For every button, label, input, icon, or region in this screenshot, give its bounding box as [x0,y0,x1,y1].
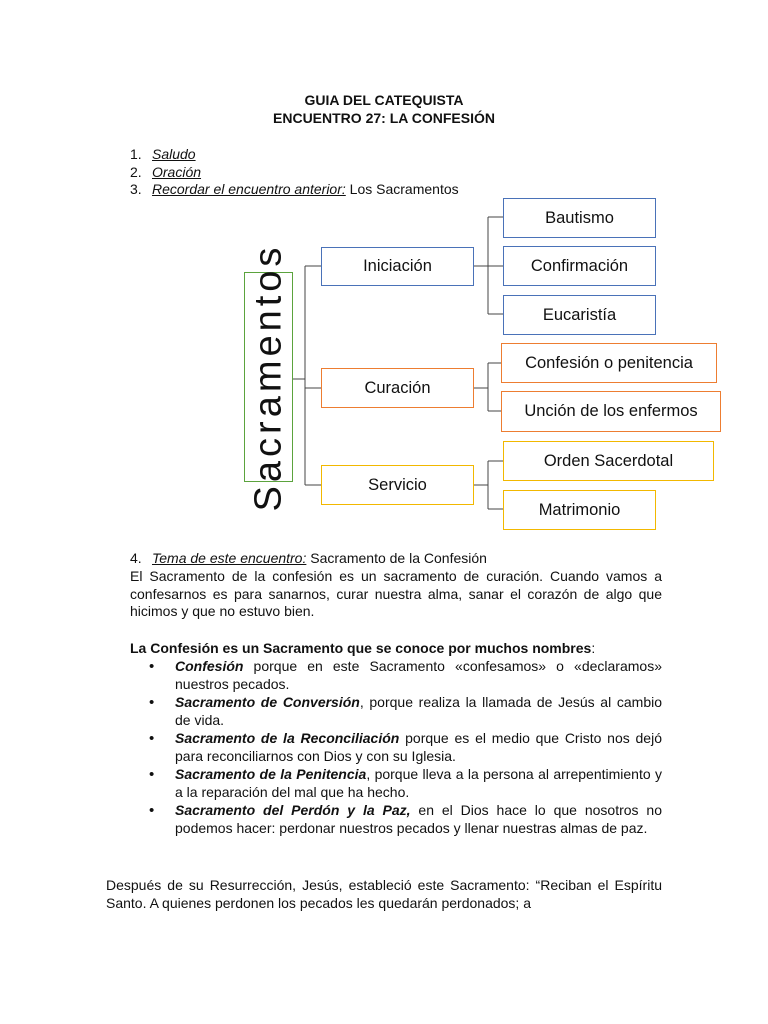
agenda-item [130,164,459,182]
category-iniciacion: Iniciación [321,247,474,286]
name-description: porque en este Sacramento «confesamos» o «declaramos» nuestros pecados. [175,658,662,692]
agenda-label: Oración [152,163,202,180]
agenda-number: 2. [130,163,142,180]
section-4 [130,550,662,568]
name-term: Confesión [175,658,244,674]
document-title: GUIA DEL CATEQUISTA [304,92,464,108]
agenda-label: Recordar el encuentro anterior: [152,181,346,197]
list-item [175,802,662,837]
list-item [175,658,662,693]
section-4-number: 4. [130,550,142,566]
list-item [175,730,662,765]
agenda-label: Saludo [152,146,196,162]
agenda-item [130,146,459,164]
list-item [175,694,662,729]
name-description: , porque realiza la llamada de Jesús al cambio de vida. [175,694,663,728]
sacrament-confirmacion: Confirmación [503,246,656,286]
name-term: Sacramento de Conversión [175,694,360,710]
sacrament-matrimonio: Matrimonio [503,490,656,530]
agenda-number: 3. [130,181,142,197]
name-term: Sacramento del Perdón y la Paz, [175,802,411,818]
name-description: en el Dios hace lo que nosotros no podemos hacer: perdonar nuestros pecados y llenar nuestras almas de paz. [175,802,662,836]
name-term: Sacramento de la Penitencia [175,766,367,782]
sacrament-orden-sacerdotal: Orden Sacerdotal [503,441,714,481]
sacramentos-root-box [244,243,293,511]
list-item [175,766,662,801]
closing-paragraph: Después de su Resurrección, Jesús, estableció este Sacramento: “Reciban el Espíritu Santo. A quienes perdonen los pecados les quedarán perdonados; a [106,877,662,911]
names-list [175,658,662,838]
section-4-heading [130,550,662,568]
name-description: , porque lleva a la persona al arrepentimiento y a la reparación del mal que ha hecho. [175,766,663,800]
name-term: Sacramento de la Reconciliación [175,730,400,746]
category-servicio: Servicio [321,465,474,505]
agenda-number: 1. [130,146,142,162]
sacrament-confesion: Confesión o penitencia [501,343,717,383]
names-heading-text: La Confesión es un Sacramento que se conoce por muchos nombres [130,640,592,656]
sacrament-uncion: Unción de los enfermos [501,391,721,432]
document-subtitle: ENCUENTRO 27: LA CONFESIÓN [273,110,495,126]
agenda-rest: Los Sacramentos [345,181,459,197]
names-heading-colon: : [591,640,596,656]
section-4-label: Tema de este encuentro: [152,550,307,566]
category-curacion: Curación [321,368,474,408]
agenda-item [130,181,459,199]
name-description: porque es el medio que Cristo nos dejó para reconciliarnos con Dios y con su Iglesia. [175,730,662,764]
agenda-list [130,146,459,199]
section-4-topic: Sacramento de la Confesión [306,550,487,566]
sacrament-bautismo: Bautismo [503,198,656,238]
section-4-paragraph: El Sacramento de la confesión es un sacramento de curación. Cuando vamos a confesarnos es para sanarnos, curar nuestra alma, sanar el corazón de algo que hicimos y que no estuvo bien. [130,568,662,619]
names-heading [130,640,595,656]
sacramentos-label: Sacramentos [247,243,290,511]
sacrament-eucaristia: Eucaristía [503,295,656,335]
